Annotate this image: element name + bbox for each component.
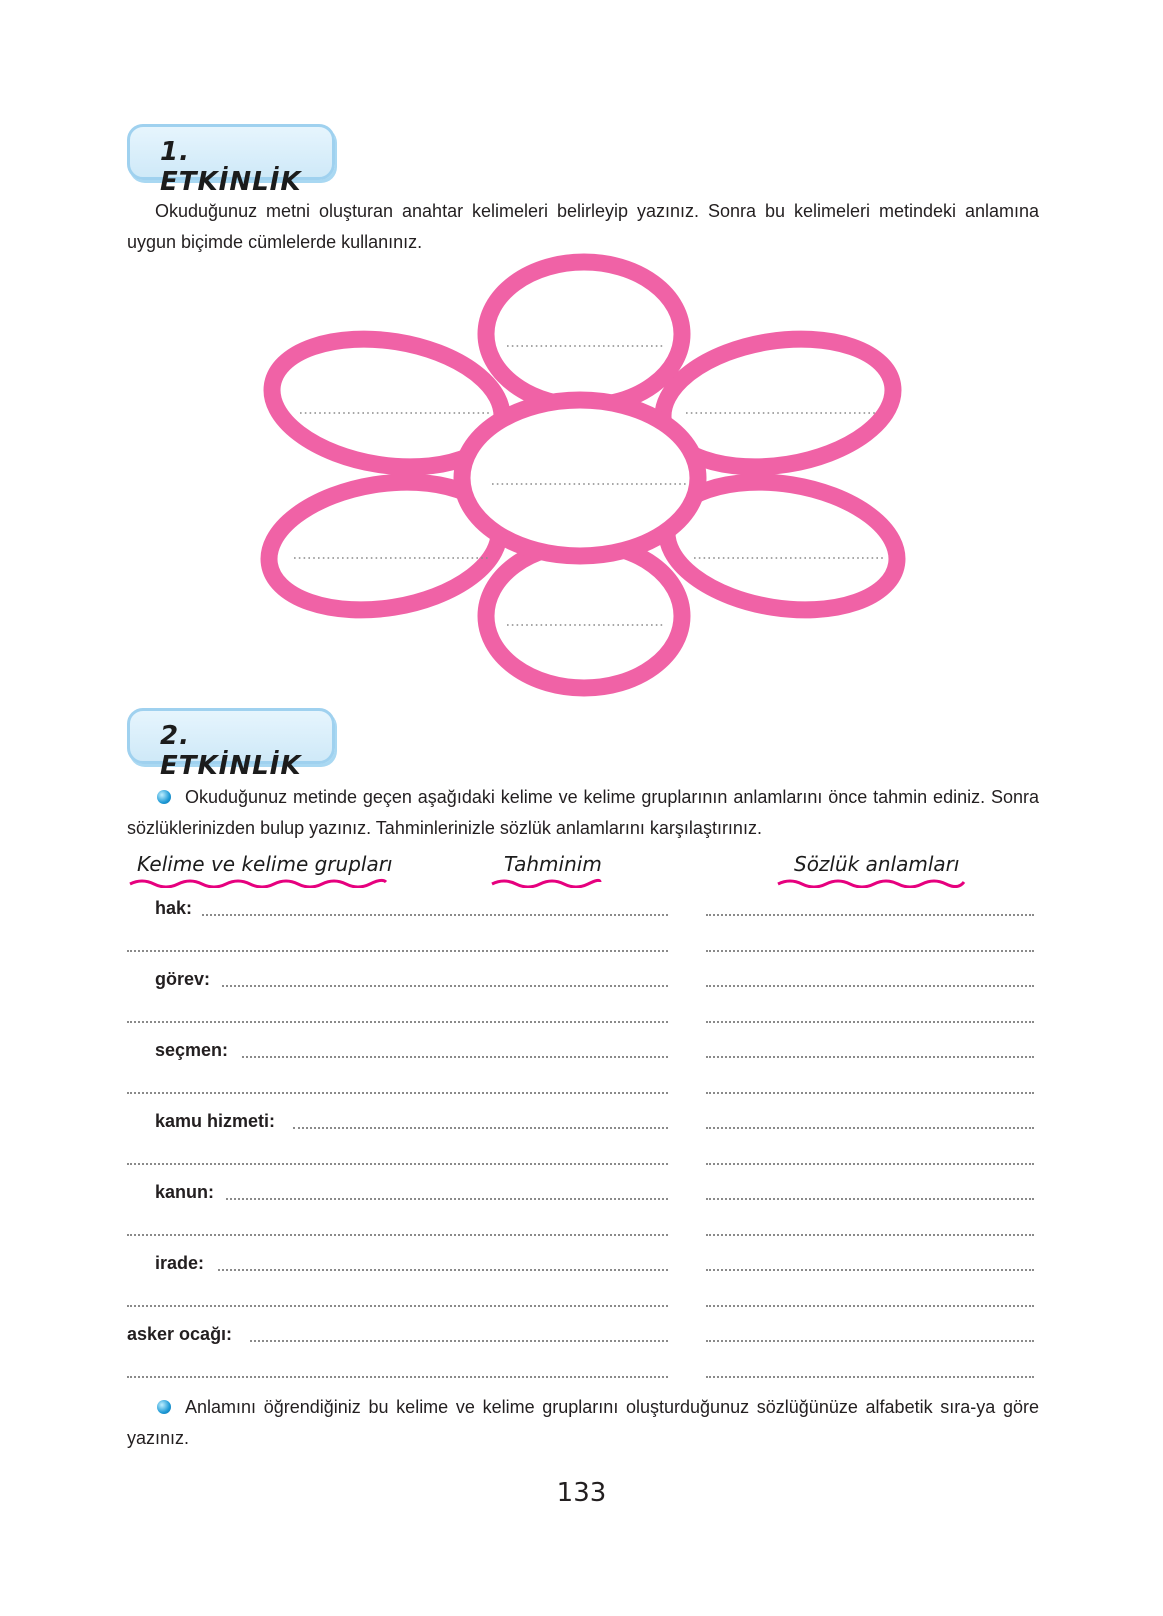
- column-heading-words: Kelime ve kelime grupları: [137, 852, 393, 876]
- guess-line[interactable]: [226, 1198, 668, 1200]
- guess-line[interactable]: [222, 985, 668, 987]
- activity-1-instruction: Okuduğunuz metni oluşturan anahtar kelimeleri belirleyip yazınız. Sonra bu kelimeleri metindeki anlamına uygun biçimde cümlelerde kullanınız.: [127, 201, 1039, 252]
- page-number: 133: [556, 1478, 607, 1508]
- guess-line[interactable]: [127, 1234, 668, 1236]
- guess-line[interactable]: [202, 914, 668, 916]
- activity-2-title: 2. ETKİNLİK: [160, 721, 302, 781]
- column-heading-dictionary: Sözlük anlamları: [794, 852, 960, 876]
- guess-line[interactable]: [127, 1305, 668, 1307]
- dictionary-line[interactable]: [706, 1234, 1034, 1236]
- word-label: asker ocağı:: [127, 1324, 233, 1344]
- petal-top: [486, 262, 682, 406]
- dictionary-line[interactable]: [706, 914, 1034, 916]
- word-row: [155, 1038, 228, 1062]
- guess-line[interactable]: [127, 1376, 668, 1378]
- activity-2-final-instruction: Anlamını öğrendiğiniz bu kelime ve kelime gruplarını oluşturduğunuz sözlüğünüze alfabetik sıra-ya göre yazınız.: [127, 1397, 1039, 1448]
- column-heading-dictionary-underline: [776, 876, 966, 888]
- dictionary-line[interactable]: [706, 1198, 1034, 1200]
- guess-line[interactable]: [127, 950, 668, 952]
- dictionary-line[interactable]: [706, 1021, 1034, 1023]
- guess-line[interactable]: [218, 1269, 668, 1271]
- guess-line[interactable]: [127, 1163, 668, 1165]
- column-heading-words-underline: [128, 876, 388, 888]
- dictionary-line[interactable]: [706, 1340, 1034, 1342]
- activity-2-badge: [127, 708, 335, 781]
- word-row: [155, 896, 192, 920]
- word-label: hak:: [155, 898, 193, 918]
- guess-line[interactable]: [293, 1127, 668, 1129]
- word-label: kanun:: [155, 1182, 215, 1202]
- word-row: [155, 1180, 214, 1204]
- dictionary-line[interactable]: [706, 1127, 1034, 1129]
- bullet-icon: [157, 790, 171, 804]
- guess-line[interactable]: [127, 1092, 668, 1094]
- dictionary-line[interactable]: [706, 1092, 1034, 1094]
- dictionary-line[interactable]: [706, 1269, 1034, 1271]
- dictionary-line[interactable]: [706, 985, 1034, 987]
- word-label: irade:: [155, 1253, 205, 1273]
- word-row: [155, 967, 210, 991]
- word-label: görev:: [155, 969, 211, 989]
- word-row: [127, 1322, 232, 1346]
- word-label: seçmen:: [155, 1040, 229, 1060]
- bullet-icon: [157, 1400, 171, 1414]
- petal-bottom: [486, 544, 682, 688]
- word-row: [155, 1251, 204, 1275]
- dictionary-line[interactable]: [706, 1376, 1034, 1378]
- column-heading-guess-underline: [490, 876, 602, 888]
- guess-line[interactable]: [127, 1021, 668, 1023]
- dictionary-line[interactable]: [706, 1163, 1034, 1165]
- dictionary-line[interactable]: [706, 1056, 1034, 1058]
- column-heading-guess: Tahminim: [504, 852, 602, 876]
- dictionary-line[interactable]: [706, 950, 1034, 952]
- dictionary-line[interactable]: [706, 1305, 1034, 1307]
- activity-2-instruction: Okuduğunuz metinde geçen aşağıdaki kelime ve kelime gruplarının anlamlarını önce tahmin ediniz. Sonra sözlüklerinizden bulup yazınız. Tahminlerinizle sözlük anlamlarını karşılaştırınız.: [127, 787, 1039, 838]
- word-label: kamu hizmeti:: [155, 1111, 276, 1131]
- guess-line[interactable]: [250, 1340, 668, 1342]
- flower-diagram: [0, 0, 1163, 720]
- guess-line[interactable]: [242, 1056, 668, 1058]
- activity-1-title: 1. ETKİNLİK: [160, 137, 302, 197]
- word-row: [155, 1109, 275, 1133]
- flower-center: [462, 400, 698, 556]
